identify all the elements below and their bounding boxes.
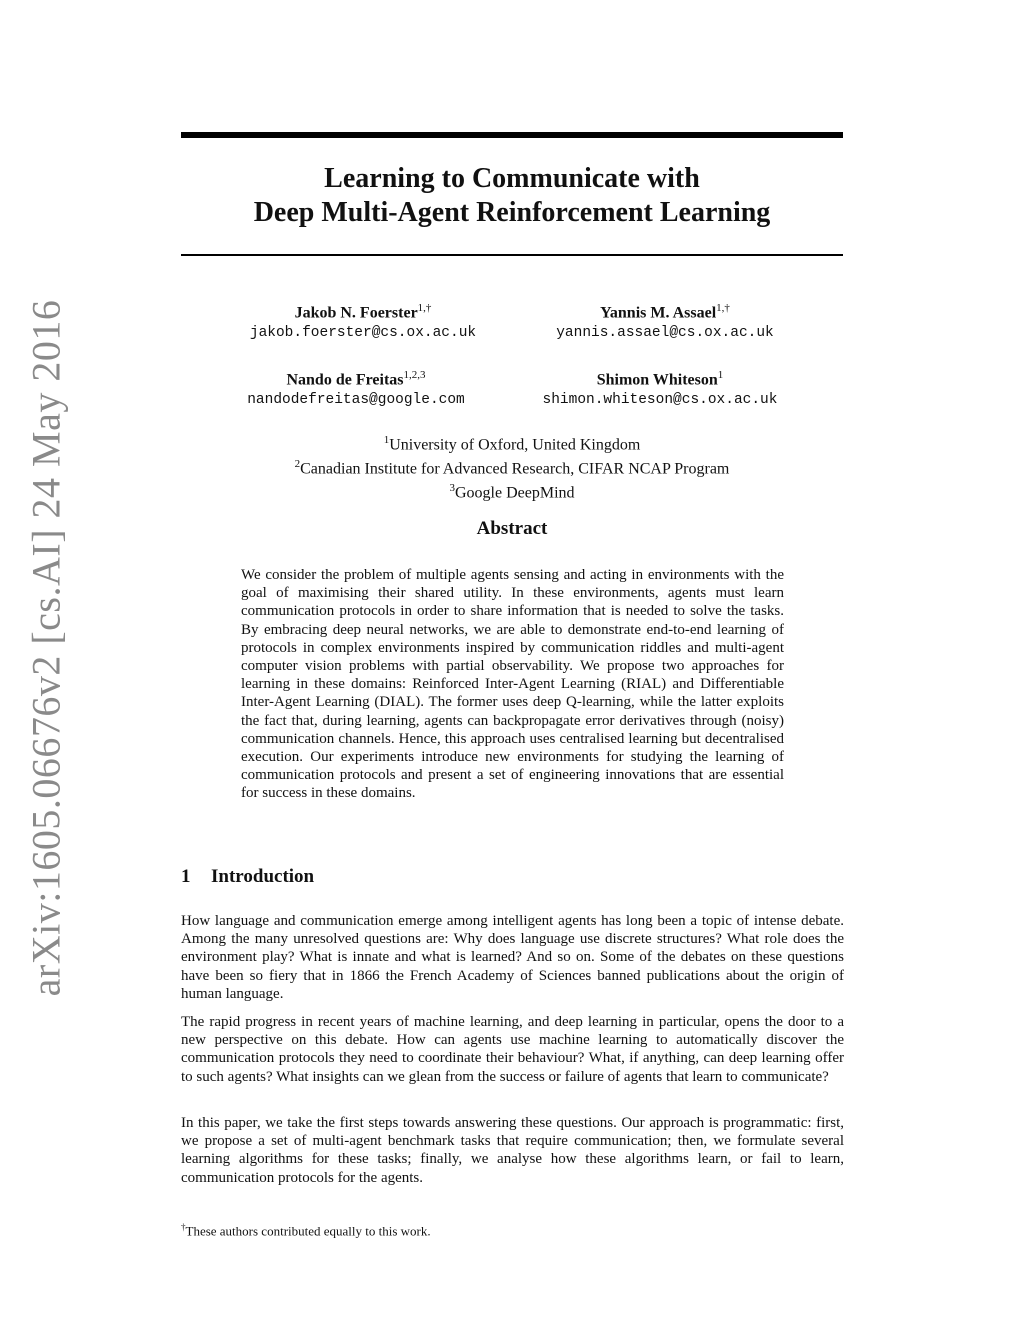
affiliation-line: $^2$Canadian Institute for Advanced Research, CIFAR NCAP Program <box>294 457 730 478</box>
author-block <box>198 298 528 343</box>
author-affiliation-mark: 1,† <box>417 302 432 314</box>
title-line-2: Deep Multi-Agent Reinforcement Learning <box>253 197 771 228</box>
author-email: shimon.whiteson@cs.ox.ac.uk <box>542 392 778 409</box>
abstract-heading: Abstract <box>476 518 548 539</box>
author-name: Yannis M. Assael$^{1,\dagger}$ <box>600 302 730 322</box>
section-heading <box>181 866 314 888</box>
intro-paragraph: In this paper, we take the first steps towards answering these questions. Our approach is programmatic: first, we propose a set of multi-agent benchmark tasks that require communication; then, we formulate several learning algorithms for these tasks; finally, we analyse how these algorithms learn, or fail to learn, communication protocols for the agents. <box>181 1115 844 1186</box>
author-email: nandodefreitas@google.com <box>247 392 465 409</box>
affiliations <box>181 431 843 502</box>
author-affiliation-mark: 1,2,3 <box>403 369 426 381</box>
author-affiliation-mark: 1 <box>717 369 724 381</box>
title-top-rule <box>181 132 843 138</box>
affiliation-line: $^1$University of Oxford, United Kingdom <box>383 434 641 454</box>
abstract-text: We consider the problem of multiple agents sensing and acting in environments with the goal of maximising their shared utility. In these environments, agents must learn communication protocols in order to share information that is needed to solve the tasks. By embracing deep neural networks, we are able to demonstrate end-to-end learning of protocols in complex environments inspired by communication riddles and multi-agent computer vision problems with partial observability. We propose two approaches for learning in these domains: Reinforced Inter-Agent Learning (RIAL) and Differentiable Inter-Agent Learning (DIAL). The former uses deep Q-learning, while the latter exploits the fact that, during learning, agents can backpropagate error derivatives through (noisy) communication channels. Hence, this approach uses centralised learning but decentralised execution. Our experiments introduce new environments for studying the learning of communication protocols and present a set of engineering innovations that are essential for success in these domains. <box>241 567 784 802</box>
author-name: Shimon Whiteson$^1$ <box>596 369 724 389</box>
footnote-text: These authors contributed equally to this work. <box>185 1223 431 1239</box>
section-title: Introduction <box>211 866 315 887</box>
footnote <box>181 1222 431 1239</box>
author-block <box>191 365 521 410</box>
title-line-1: Learning to Communicate with <box>324 163 700 194</box>
author-name: Nando de Freitas$^{1,2,3}$ <box>286 369 426 389</box>
intro-paragraph: The rapid progress in recent years of machine learning, and deep learning in particular, opens the door to a new perspective on this debate. How can agents use machine learning to automatically discover the communication protocols they need to coordinate their behaviour? What, if anything, can deep learning offer to such agents? What insights can we glean from the success or failure of agents that learn to communicate? <box>181 1014 844 1085</box>
author-email: jakob.foerster@cs.ox.ac.uk <box>249 325 477 342</box>
section-number: 1 <box>181 866 191 887</box>
author-name: Jakob N. Foerster$^{1,\dagger}$ <box>294 302 432 322</box>
intro-paragraph: How language and communication emerge among intelligent agents has long been a topic of intense debate. Among the many unresolved questions are: Why does language use discrete structures? What role does the environment play? What is innate and what is learned? And so on. Some of the debates on these questions have been so fiery that in 1866 the French Academy of Sciences banned publications about the origin of human language. <box>181 913 844 1002</box>
arxiv-identifier: arXiv:1605.06676v2 [cs.AI] 24 May 2016 <box>23 299 69 997</box>
author-email: yannis.assael@cs.ox.ac.uk <box>556 325 774 342</box>
footnote-mark: † <box>181 1222 186 1232</box>
paper-title <box>181 162 843 230</box>
affiliation-line: $^3$Google DeepMind <box>449 481 575 501</box>
author-block <box>500 298 830 343</box>
title-bottom-rule <box>181 254 843 256</box>
author-block <box>495 365 825 410</box>
author-affiliation-mark: 1,† <box>716 302 730 314</box>
